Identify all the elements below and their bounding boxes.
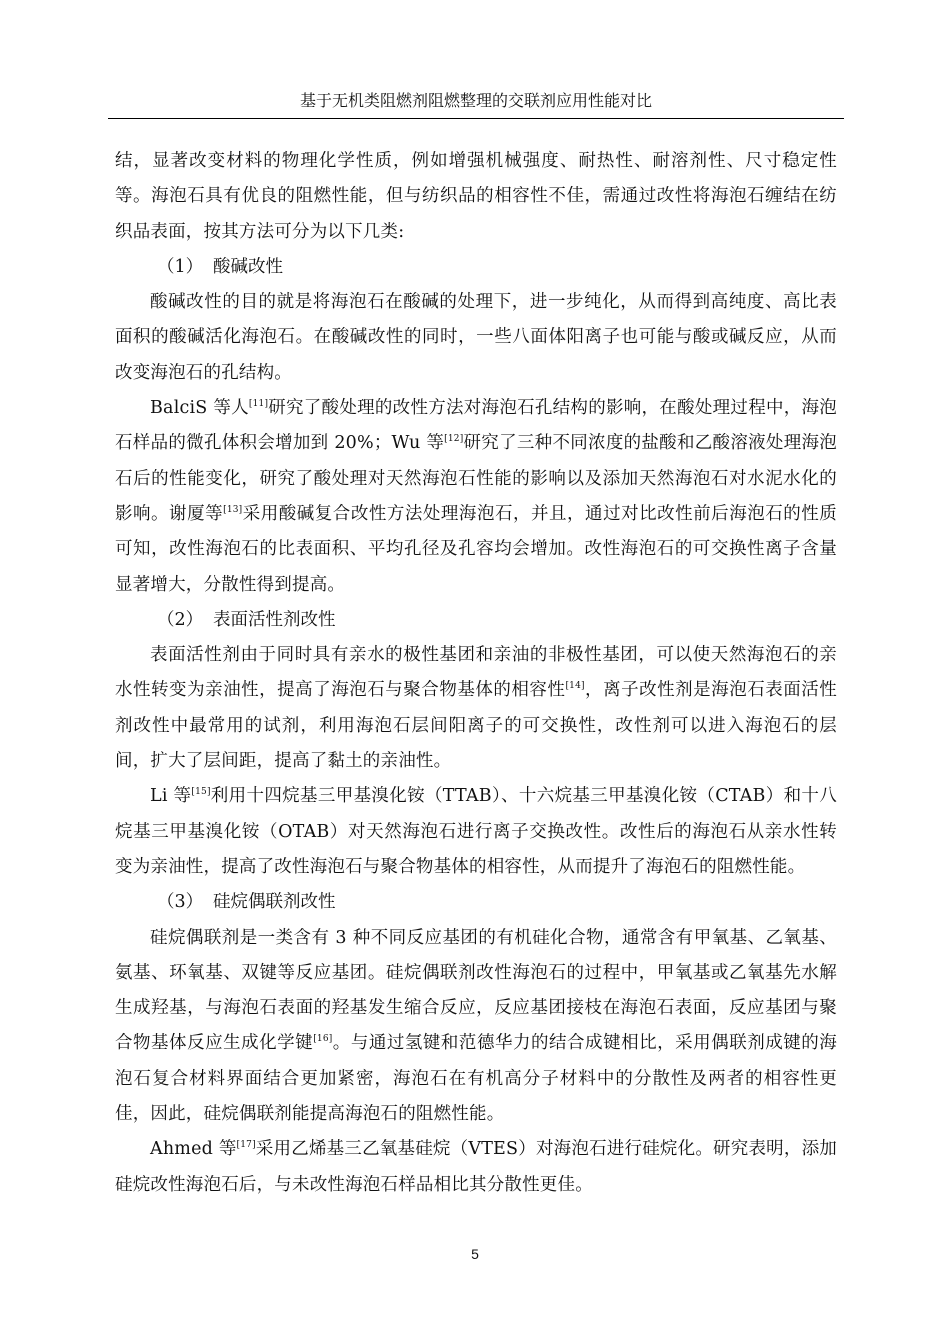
- text-run: 研究了三种不同浓度的盐酸和乙酸溶液处理海泡石后的性能变化，研究了酸处理对天然海泡石性能的影响以及添加天然海泡石对水泥水化的影响。谢厦等: [115, 433, 837, 524]
- page-number: 5: [471, 1246, 479, 1262]
- heading-text: 硅烷偶联剂改性: [213, 892, 336, 913]
- heading-text: 表面活性剂改性: [213, 609, 336, 630]
- page-body: [115, 144, 837, 1203]
- text-run: 表面活性剂由于同时具有亲水的极性基团和亲油的非极性基团，可以使天然海泡石的亲水性转变为亲油性，提高了海泡石与聚合物基体的相容性: [115, 645, 837, 701]
- running-header: 基于无机类阻燃剂阻燃整理的交联剂应用性能对比: [299, 91, 652, 110]
- text-run: 研究了酸处理的改性方法对海泡石孔结构的影响，在酸处理过程中，海泡石样品的微孔体积会增加到 20%；Wu 等: [115, 398, 837, 454]
- heading-text: 酸碱改性: [213, 256, 283, 277]
- paragraph-surfactant-study: [115, 779, 837, 885]
- heading-number: （2）: [157, 609, 204, 630]
- heading-number: （3）: [157, 892, 204, 913]
- header-rule: [108, 118, 844, 119]
- paragraph-silane-intro: [115, 921, 837, 1133]
- citation-ref: [14]: [565, 681, 585, 692]
- text-run: Li 等: [150, 786, 192, 807]
- section-heading-acid-base: [115, 250, 837, 285]
- paragraph-surfactant-intro: [115, 638, 837, 779]
- paragraph-acid-base-studies: [115, 391, 837, 603]
- text-run: 。与通过氢键和范德华力的结合成键相比，采用偶联剂成键的海泡石复合材料界面结合更加紧密，海泡石在有机高分子材料中的分散性及两者的相容性更佳，因此，硅烷偶联剂能提高海泡石的阻燃性能。: [115, 1033, 837, 1125]
- citation-ref: [15]: [191, 787, 211, 798]
- text-run: 采用酸碱复合改性方法处理海泡石，并且，通过对比改性前后海泡石的性质可知，改性海泡石的比表面积、平均孔径及孔容均会增加。改性海泡石的可交换性离子含量显著增大，分散性得到提高。: [115, 503, 837, 595]
- paragraph-continuation: 结，显著改变材料的物理化学性质，例如增强机械强度、耐热性、耐溶剂性、尺寸稳定性等。海泡石具有优良的阻燃性能，但与纺织品的相容性不佳，需通过改性将海泡石缠结在纺织品表面，按其方法可分为以下几类:: [115, 151, 837, 242]
- citation-ref: [13]: [223, 504, 243, 515]
- citation-ref: [11]: [248, 399, 269, 410]
- text-run: 硅烷偶联剂是一类含有 3 种不同反应基团的有机硅化合物，通常含有甲氧基、乙氧基、氨基、环氧基、双键等反应基团。硅烷偶联剂改性海泡石的过程中，甲氧基或乙氧基先水解生成羟基，与海泡石表面的羟基发生缩合反应，反应基团接枝在海泡石表面，反应基团与聚合物基体反应生成化学键: [115, 927, 837, 1054]
- text-run: 采用乙烯基三乙氧基硅烷（VTES）对海泡石进行硅烷化。研究表明，添加硅烷改性海泡石后，与未改性海泡石样品相比其分散性更佳。: [115, 1139, 837, 1195]
- citation-ref: [17]: [236, 1140, 256, 1151]
- heading-number: （1）: [157, 256, 204, 277]
- text-run: ，离子改性剂是海泡石表面活性剂改性中最常用的试剂，利用海泡石层间阳离子的可交换性，改性剂可以进入海泡石的层间，扩大了层间距，提高了黏土的亲油性。: [115, 680, 837, 772]
- paragraph-acid-base-intro: 酸碱改性的目的就是将海泡石在酸碱的处理下，进一步纯化，从而得到高纯度、高比表面积的酸碱活化海泡石。在酸碱改性的同时，一些八面体阳离子也可能与酸或碱反应，从而改变海泡石的孔结构。: [115, 292, 837, 383]
- section-heading-silane: [115, 885, 837, 920]
- paragraph-silane-study: [115, 1132, 837, 1203]
- text-run: BalciS 等人: [150, 398, 249, 419]
- citation-ref: [12]: [444, 434, 464, 445]
- text-run: Ahmed 等: [150, 1139, 237, 1160]
- text-run: 利用十四烷基三甲基溴化铵（TTAB）、十六烷基三甲基溴化铵（CTAB）和十八烷基三甲基溴化铵（OTAB）对天然海泡石进行离子交换改性。改性后的海泡石从亲水性转变为亲油性，提高了改性海泡石与聚合物基体的相容性，从而提升了海泡石的阻燃性能。: [115, 786, 837, 877]
- section-heading-surfactant: [115, 603, 837, 638]
- citation-ref: [16]: [313, 1034, 333, 1045]
